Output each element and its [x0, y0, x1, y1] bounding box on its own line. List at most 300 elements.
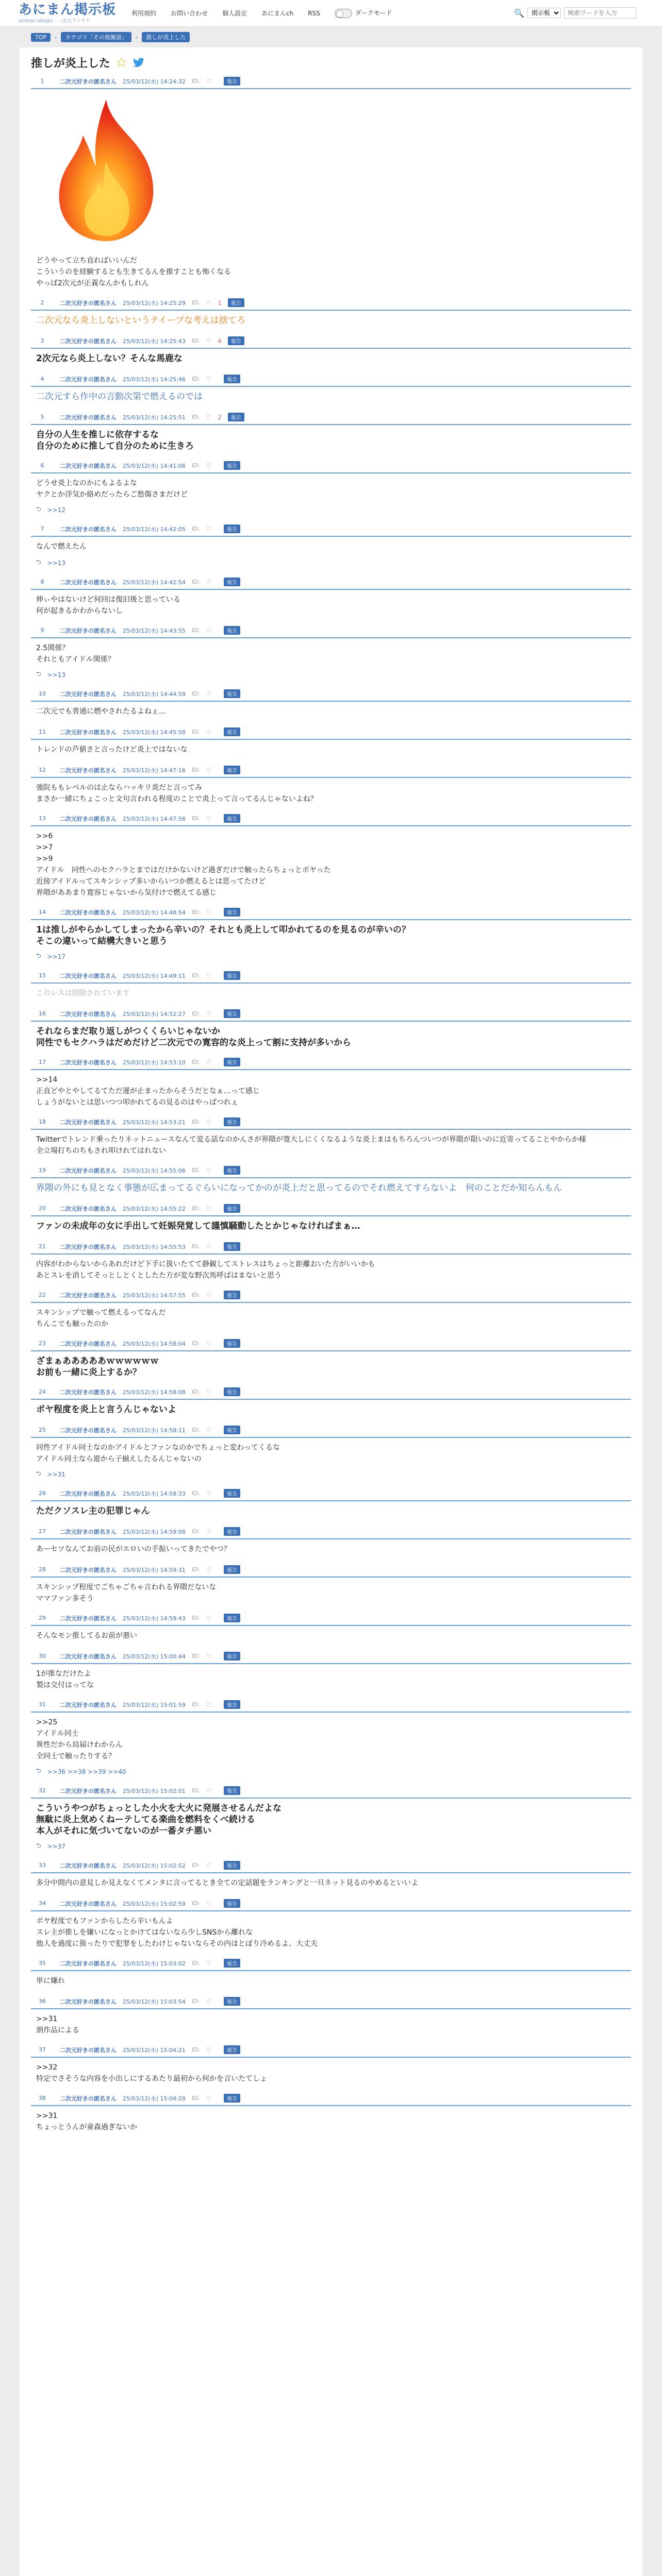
post-id: ID: — [191, 579, 200, 585]
like-heart-icon[interactable]: ♡ — [206, 525, 212, 533]
post-body: >>14 正直どやとやしてるてただ運が止まったからそうだとなぁ…って感じ しょうがないとは思いつつ叩かれてるの見るのはやっぱつれぇ — [36, 1076, 260, 1107]
report-button[interactable]: 報告 — [224, 1652, 240, 1660]
post-body: トレンドの芦値さと言ったけど炎上ではないな — [36, 745, 188, 754]
report-button[interactable]: 報告 — [224, 2094, 240, 2103]
post-id: ID: — [191, 526, 200, 532]
reply-link[interactable]: >>36 >>38 >>39 >>40 — [47, 1768, 126, 1775]
post-id: ID: — [191, 2046, 200, 2053]
post-date: 25/03/12(水) 15:03:02 — [123, 1960, 186, 1967]
post-date: 25/03/12(水) 15:04:21 — [123, 2046, 186, 2054]
like-count: 1 — [218, 299, 222, 307]
post-id: ID: — [191, 1615, 200, 1621]
post-id: ID: — [191, 1701, 200, 1708]
post-number[interactable]: 36 — [39, 1998, 46, 2005]
post-number[interactable]: 30 — [39, 1653, 46, 1659]
poster-name: 二次元好きの匿名さん — [60, 2095, 117, 2102]
like-heart-icon[interactable]: ♡ — [206, 1010, 212, 1018]
post-date: 25/03/12(水) 14:42:05 — [123, 526, 186, 533]
report-button[interactable]: 報告 — [224, 814, 240, 823]
post-id: ID: — [191, 1960, 200, 1967]
post-meta — [31, 1339, 631, 1351]
post-meta — [31, 814, 631, 826]
post-date: 25/03/12(水) 14:59:43 — [123, 1615, 186, 1622]
poster-name: 二次元好きの匿名さん — [60, 815, 117, 822]
post-meta — [31, 1117, 631, 1130]
post-body: 多分中間内の意見しか見えなくてメンタに言ってるとき全ての定話題をランキングと一旦ネット見るのやめるといいよ — [36, 1879, 419, 1887]
poster-name: 二次元好きの匿名さん — [60, 1960, 117, 1967]
reply-link[interactable]: >>37 — [47, 1842, 66, 1850]
like-heart-icon[interactable]: ♡ — [206, 1205, 212, 1212]
post-id: ID: — [191, 627, 200, 634]
like-count: 4 — [218, 337, 222, 345]
report-button[interactable]: 報告 — [224, 971, 240, 980]
poster-name: 二次元好きの匿名さん — [60, 1653, 117, 1660]
post-number[interactable]: 33 — [39, 1862, 46, 1869]
report-button[interactable]: 報告 — [224, 626, 240, 635]
post-id: ID: — [191, 909, 200, 916]
post-body: スキンシップで触って燃えるってなんだ ちんこでも触ったのか — [36, 1309, 166, 1328]
post-body: ボヤ程度を炎上と言うんじゃないよ — [36, 1404, 176, 1415]
like-heart-icon[interactable]: ♡ — [206, 1959, 212, 1967]
post-number[interactable]: 9 — [40, 627, 44, 634]
post-id: ID: — [191, 1427, 200, 1433]
post-number[interactable]: 18 — [39, 1118, 46, 1125]
post-date: 25/03/12(水) 14:52:27 — [123, 1010, 186, 1018]
post-id: ID: — [191, 376, 200, 382]
report-button[interactable]: 報告 — [224, 77, 240, 86]
post-date: 25/03/12(水) 14:43:55 — [123, 627, 186, 634]
nav-animanch[interactable]: あにまんch — [261, 10, 294, 17]
like-heart-icon[interactable]: ♡ — [206, 413, 212, 421]
report-button[interactable]: 報告 — [224, 1204, 240, 1213]
post-item — [31, 336, 631, 367]
post-date: 25/03/12(水) 14:44:59 — [123, 690, 186, 698]
post-id: ID: — [191, 1243, 200, 1250]
post-meta — [31, 1652, 631, 1664]
post-number[interactable]: 34 — [39, 1900, 46, 1907]
post-id: ID: — [191, 972, 200, 979]
post-number[interactable]: 32 — [39, 1787, 46, 1794]
report-button[interactable]: 報告 — [224, 524, 240, 533]
like-heart-icon[interactable]: ♡ — [206, 1701, 212, 1708]
logo-title[interactable]: あにまん掲示板 — [19, 2, 117, 18]
poster-name: 二次元好きの匿名さん — [60, 1340, 117, 1347]
post-id: ID: — [191, 1059, 200, 1065]
poster-name: 二次元好きの匿名さん — [60, 1528, 117, 1535]
nav-contact[interactable]: お問い合わせ — [171, 10, 208, 17]
poster-name: 二次元好きの匿名さん — [60, 1243, 117, 1250]
report-button[interactable]: 報告 — [228, 413, 244, 421]
like-heart-icon[interactable]: ♡ — [206, 1900, 212, 1907]
like-heart-icon[interactable]: ♡ — [206, 1614, 212, 1622]
like-heart-icon[interactable]: ♡ — [206, 1861, 212, 1869]
like-heart-icon[interactable]: ♡ — [206, 1388, 212, 1396]
report-button[interactable]: 報告 — [224, 1339, 240, 1348]
dark-mode-control[interactable] — [335, 8, 392, 18]
post-item — [31, 1899, 631, 1952]
reply-links — [31, 949, 631, 964]
report-button[interactable]: 報告 — [224, 1527, 240, 1536]
search-icon[interactable]: 🔍 — [514, 8, 524, 18]
post-meta — [31, 578, 631, 590]
poster-name: 二次元好きの匿名さん — [60, 2046, 117, 2054]
post-date: 25/03/12(水) 14:49:11 — [123, 972, 186, 979]
post-item — [31, 1204, 631, 1235]
post-date: 25/03/12(水) 15:01:59 — [123, 1701, 186, 1708]
post-body: それならまだ取り返しがつくくらいじゃないか 同性でもセクハラはだめだけど二次元での寛容的な炎上って割に支持が多いから — [36, 1026, 351, 1048]
like-heart-icon[interactable]: ♡ — [206, 2046, 212, 2054]
report-button[interactable]: 報告 — [224, 1959, 240, 1968]
post-number[interactable]: 8 — [40, 579, 44, 585]
post-body: >>31 ちょっとうんが童森過ぎないか — [36, 2112, 137, 2131]
post-meta — [31, 766, 631, 778]
post-date: 25/03/12(水) 15:03:54 — [123, 1998, 186, 2005]
post-number[interactable]: 22 — [39, 1292, 46, 1298]
like-heart-icon[interactable]: ♡ — [206, 1291, 212, 1299]
poster-name: 二次元好きの匿名さん — [60, 1059, 117, 1066]
post-number[interactable]: 37 — [39, 2046, 46, 2053]
post-number[interactable]: 21 — [39, 1243, 46, 1250]
post-item — [31, 1700, 631, 1779]
like-heart-icon[interactable]: ♡ — [206, 626, 212, 634]
poster-name: 二次元好きの匿名さん — [60, 462, 117, 469]
post-number[interactable]: 6 — [40, 462, 44, 469]
post-date: 25/03/12(水) 15:02:59 — [123, 1900, 186, 1907]
post-body: 1は推しがやらかしてしまったから辛いの？それとも炎上して叩かれてるのを見るのが辛いの？ そこの違いって結構大きいと思う — [36, 925, 410, 946]
post-number[interactable]: 35 — [39, 1960, 46, 1967]
post-date: 25/03/12(水) 14:25:43 — [123, 337, 186, 345]
report-button[interactable]: 報告 — [224, 375, 240, 383]
nav-rss[interactable]: RSS — [308, 9, 320, 17]
like-heart-icon[interactable]: ♡ — [206, 1997, 212, 2005]
report-button[interactable]: 報告 — [224, 766, 240, 774]
site-header — [0, 0, 662, 27]
post-id: ID: — [191, 767, 200, 773]
like-heart-icon[interactable]: ♡ — [206, 578, 212, 586]
post-id: ID: — [191, 728, 200, 735]
post-date: 25/03/12(水) 14:24:32 — [123, 78, 186, 85]
post-body: >>32 特定でさそうな内容を小出しにするあたり最初から何かを言いたてしょ — [36, 2063, 267, 2083]
post-number[interactable]: 3 — [40, 337, 44, 344]
like-heart-icon[interactable]: ♡ — [206, 1426, 212, 1434]
report-button[interactable]: 報告 — [224, 1899, 240, 1908]
report-button[interactable]: 報告 — [224, 461, 240, 470]
like-heart-icon[interactable]: ♡ — [206, 1166, 212, 1174]
post-body: 自分の人生を推しに依存するな 自分のために推して自分のために生きろ — [36, 430, 194, 451]
like-heart-icon[interactable]: ♡ — [206, 1528, 212, 1535]
post-item — [31, 1652, 631, 1693]
post-number[interactable]: 27 — [39, 1528, 46, 1535]
like-heart-icon[interactable]: ♡ — [206, 908, 212, 916]
post-number[interactable]: 25 — [39, 1427, 46, 1433]
reply-arrow-icon: ⮌ — [36, 670, 41, 677]
post-id: ID: — [191, 1653, 200, 1659]
report-button[interactable]: 報告 — [228, 336, 244, 345]
report-button[interactable]: 報告 — [224, 1565, 240, 1574]
post-body: ざまぁあああああｗｗｗｗｗｗ お前も一緒に炎上するか？ — [36, 1356, 159, 1378]
site-logo[interactable] — [19, 3, 116, 24]
post-meta — [31, 1426, 631, 1438]
post-date: 25/03/12(水) 14:45:58 — [123, 728, 186, 736]
post-number[interactable]: 17 — [39, 1059, 46, 1065]
poster-name: 二次元好きの匿名さん — [60, 1205, 117, 1212]
report-button[interactable]: 報告 — [224, 727, 240, 736]
poster-name: 二次元好きの匿名さん — [60, 299, 117, 307]
report-button[interactable]: 報告 — [224, 689, 240, 698]
post-number[interactable]: 28 — [39, 1566, 46, 1573]
like-heart-icon[interactable]: ♡ — [206, 1340, 212, 1347]
breadcrumb-separator: › — [55, 33, 57, 41]
post-item — [31, 971, 631, 1002]
poster-name: 二次元好きの匿名さん — [60, 909, 117, 916]
dark-mode-label: ダークモード — [355, 9, 392, 17]
breadcrumb-category[interactable]: カテゴリ「その他雑談」 — [61, 32, 131, 42]
report-button[interactable]: 報告 — [224, 1009, 240, 1018]
like-heart-icon[interactable]: ♡ — [206, 1652, 212, 1660]
post-number[interactable]: 13 — [39, 815, 46, 822]
report-button[interactable]: 報告 — [224, 1426, 240, 1434]
reply-links — [31, 667, 631, 682]
post-meta — [31, 1700, 631, 1713]
post-id: ID: — [191, 1340, 200, 1347]
reply-links — [31, 1839, 631, 1854]
reply-link[interactable]: >>13 — [47, 671, 66, 679]
poster-name: 二次元好きの匿名さん — [60, 1010, 117, 1018]
reply-link[interactable]: >>17 — [47, 953, 66, 960]
post-item — [31, 578, 631, 619]
post-number[interactable]: 20 — [39, 1205, 46, 1212]
post-item — [31, 1959, 631, 1990]
breadcrumb-thread[interactable]: 推しが炎上した — [142, 32, 190, 42]
post-body: >>6 >>7 >>9 アイドル 同性へのセクハラとまではだけかないけど過ぎだけで触ったらちょっとボヤった 近接アイドルってスキンシップ多いからいつか燃えるとは思ってたけど 界隈がああまり寛容じゃないから気付けで燃えてる感じ — [36, 832, 331, 897]
reply-arrow-icon: ⮌ — [36, 505, 41, 513]
post-number[interactable]: 12 — [39, 767, 46, 773]
report-button[interactable]: 報告 — [224, 1489, 240, 1498]
like-heart-icon[interactable]: ♡ — [206, 1118, 212, 1126]
like-heart-icon[interactable]: ♡ — [206, 766, 212, 774]
post-body: 同性アイドル同士なのかアイドルとファンなのかでちょっと変わってくるな アイドル同士なら遊から子揃えしたるんじゃないの — [36, 1444, 280, 1463]
post-number[interactable]: 16 — [39, 1010, 46, 1017]
like-heart-icon[interactable]: ♡ — [206, 1058, 212, 1066]
post-date: 25/03/12(水) 14:53:10 — [123, 1059, 186, 1066]
nav-settings[interactable]: 個人設定 — [222, 10, 247, 17]
post-id: ID: — [191, 1490, 200, 1497]
like-heart-icon[interactable]: ♡ — [206, 972, 212, 979]
post-meta — [31, 908, 631, 920]
breadcrumb — [0, 27, 662, 47]
poster-name: 二次元好きの匿名さん — [60, 337, 117, 345]
post-item — [31, 1058, 631, 1110]
post-number[interactable]: 31 — [39, 1701, 46, 1708]
post-meta — [31, 461, 631, 473]
like-count: 2 — [218, 413, 222, 421]
like-heart-icon[interactable]: ♡ — [206, 815, 212, 822]
post-body: あーセツなんてお前の民がエロいの手振いってきたでやつ？ — [36, 1545, 231, 1553]
post-id: ID: — [191, 1787, 200, 1794]
post-date: 25/03/12(水) 14:53:21 — [123, 1118, 186, 1126]
like-heart-icon[interactable]: ♡ — [206, 2094, 212, 2102]
post-body: 1が推なだけたよ 製は交付はってな — [36, 1670, 94, 1689]
report-button[interactable]: 報告 — [224, 1700, 240, 1709]
post-number[interactable]: 7 — [40, 526, 44, 532]
post-body: そんなモン推してるお前が悪い — [36, 1632, 137, 1640]
search-bar — [514, 7, 636, 19]
like-heart-icon[interactable]: ♡ — [206, 462, 212, 469]
like-heart-icon[interactable]: ♡ — [206, 728, 212, 736]
reply-link[interactable]: >>13 — [47, 559, 66, 567]
post-item — [31, 461, 631, 517]
post-number[interactable]: 15 — [39, 972, 46, 979]
post-id: ID: — [191, 1862, 200, 1869]
post-meta — [31, 1997, 631, 2009]
post-number[interactable]: 26 — [39, 1490, 46, 1497]
report-button[interactable]: 報告 — [228, 298, 244, 307]
report-button[interactable]: 報告 — [224, 1614, 240, 1622]
like-heart-icon[interactable]: ♡ — [206, 337, 212, 345]
post-body: 二次元なら炎上しないというテイーブな考えは捨てろ — [36, 315, 245, 326]
post-number[interactable]: 14 — [39, 909, 46, 916]
like-heart-icon[interactable]: ♡ — [206, 690, 212, 698]
report-button[interactable]: 報告 — [224, 1997, 240, 2006]
post-date: 25/03/12(水) 14:41:06 — [123, 462, 186, 469]
poster-name: 二次元好きの匿名さん — [60, 1701, 117, 1708]
post-number[interactable]: 19 — [39, 1167, 46, 1174]
post-item — [31, 1242, 631, 1283]
post-date: 25/03/12(水) 14:55:22 — [123, 1205, 186, 1212]
post-id: ID: — [191, 1205, 200, 1212]
post-number[interactable]: 11 — [39, 728, 46, 735]
post-item — [31, 1117, 631, 1159]
post-number[interactable]: 24 — [39, 1388, 46, 1395]
like-heart-icon[interactable]: ♡ — [206, 1566, 212, 1573]
post-meta — [31, 2045, 631, 2058]
post-date: 25/03/12(水) 15:02:01 — [123, 1787, 186, 1794]
reply-arrow-icon: ⮌ — [36, 558, 41, 566]
like-heart-icon[interactable]: ♡ — [206, 299, 212, 307]
report-button[interactable]: 報告 — [224, 1387, 240, 1396]
reply-arrow-icon: ⮌ — [36, 1767, 41, 1774]
poster-name: 二次元好きの匿名さん — [60, 1615, 117, 1622]
poster-name: 二次元好きの匿名さん — [60, 78, 117, 85]
post-number[interactable]: 23 — [39, 1340, 46, 1347]
search-input[interactable] — [564, 7, 636, 19]
post-item — [31, 908, 631, 964]
reply-link[interactable]: >>31 — [47, 1470, 66, 1478]
post-item — [31, 2094, 631, 2135]
like-heart-icon[interactable]: ♡ — [206, 1243, 212, 1250]
post-date: 25/03/12(水) 15:04:29 — [123, 2095, 186, 2102]
post-meta — [31, 1387, 631, 1400]
post-number[interactable]: 2 — [40, 299, 44, 306]
post-item — [31, 727, 631, 758]
post-body: 二次元でも普通に燃やされたるよねぇ… — [36, 707, 166, 716]
like-heart-icon[interactable]: ♡ — [206, 1489, 212, 1497]
favorite-star-icon[interactable]: ☆ — [115, 55, 128, 71]
post-item — [31, 298, 631, 329]
post-id: ID: — [191, 1167, 200, 1174]
post-body: 界隈の外にも見となく事態が広まってるぐらいになってかのが炎上だと思ってるのでそれ燃えてすらないよ 何のことだか知らんもん — [36, 1183, 562, 1193]
twitter-bird-icon[interactable] — [133, 58, 145, 68]
breadcrumb-separator: › — [135, 33, 138, 41]
like-heart-icon[interactable]: ♡ — [206, 77, 212, 85]
post-item — [31, 766, 631, 807]
post-body: 単に嫌れ — [36, 1977, 65, 1985]
post-body: 内容がわからないからあれだけど下手に扱いたてて静観してストレスはちょっと距離おいた方がいいかも あとスレを消してそっとしとくとしたた方が変な野次馬呼ばはまないと思う — [36, 1260, 375, 1280]
poster-name: 二次元好きの匿名さん — [60, 414, 117, 421]
post-meta — [31, 1614, 631, 1626]
poster-name: 二次元好きの匿名さん — [60, 972, 117, 979]
post-item — [31, 1339, 631, 1380]
post-item — [31, 1565, 631, 1606]
post-item — [31, 1009, 631, 1050]
poster-name: 二次元好きの匿名さん — [60, 1862, 117, 1869]
post-date: 25/03/12(水) 14:58:33 — [123, 1490, 186, 1497]
post-body: 2.5関係？ それともアイドル関係？ — [36, 644, 115, 664]
report-button[interactable]: 報告 — [224, 1861, 240, 1870]
post-number[interactable]: 29 — [39, 1615, 46, 1621]
post-item — [31, 1527, 631, 1558]
post-number[interactable]: 1 — [40, 78, 44, 84]
report-button[interactable]: 報告 — [224, 1291, 240, 1299]
post-body: Twitterでトレンド乗ったりネットニュースなんて変る話なのかんさが界隈が寛大しにくくなるような炎上まはもちろんついつが界隈が限いのに近寄ってることやからか様 全立場打ちのちもされ叩けれてはれない — [36, 1136, 586, 1155]
report-button[interactable]: 報告 — [224, 908, 240, 917]
report-button[interactable]: 報告 — [224, 1786, 240, 1795]
post-meta — [31, 336, 631, 349]
report-button[interactable]: 報告 — [224, 1117, 240, 1126]
post-meta — [31, 1291, 631, 1303]
post-number[interactable]: 38 — [39, 2095, 46, 2102]
breadcrumb-top[interactable]: TOP — [31, 33, 51, 42]
post-item — [31, 1997, 631, 2038]
report-button[interactable]: 報告 — [224, 1242, 240, 1251]
post-id: ID: — [191, 1118, 200, 1125]
post-body: どうやって立ち直ればいいんだ こういうのを経験するとも生きてるんを推すことも怖くなる やっぱ2次元が正義なんかもしれん — [36, 257, 231, 287]
like-heart-icon[interactable]: ♡ — [206, 1787, 212, 1794]
thread-content — [20, 47, 642, 2576]
dark-mode-toggle[interactable] — [335, 9, 352, 18]
poster-name: 二次元好きの匿名さん — [60, 1427, 117, 1434]
like-heart-icon[interactable]: ♡ — [206, 375, 212, 383]
poster-name: 二次元好きの匿名さん — [60, 376, 117, 383]
post-id: ID: — [191, 1292, 200, 1298]
post-number[interactable]: 4 — [40, 376, 44, 382]
nav-terms[interactable]: 利用規約 — [131, 10, 157, 17]
logo-subtitle: animan bbs@1 - 二次元アンテナ — [19, 19, 91, 24]
poster-name: 二次元好きの匿名さん — [60, 1167, 117, 1174]
report-button[interactable]: 報告 — [224, 578, 240, 586]
post-meta — [31, 1058, 631, 1070]
reply-links — [31, 1764, 631, 1779]
post-id: ID: — [191, 815, 200, 822]
post-number[interactable]: 10 — [39, 690, 46, 697]
post-body: どうせ炎上なのかにもよるよな ヤクとか浮気か絡めだったらご愁傷さまだけど — [36, 479, 188, 499]
report-button[interactable]: 報告 — [224, 2045, 240, 2054]
reply-link[interactable]: >>12 — [47, 506, 66, 514]
post-meta — [31, 1861, 631, 1873]
post-meta — [31, 413, 631, 425]
post-id: ID: — [191, 462, 200, 469]
report-button[interactable]: 報告 — [224, 1166, 240, 1175]
reply-links — [31, 1467, 631, 1482]
fire-image — [34, 94, 178, 244]
post-number[interactable]: 5 — [40, 414, 44, 420]
report-button[interactable]: 報告 — [224, 1058, 240, 1066]
reply-links — [31, 555, 631, 570]
poster-name: 二次元好きの匿名さん — [60, 1998, 117, 2005]
search-scope-select[interactable] — [527, 8, 561, 18]
reply-arrow-icon: ⮌ — [36, 1842, 41, 1849]
post-meta — [31, 1489, 631, 1501]
